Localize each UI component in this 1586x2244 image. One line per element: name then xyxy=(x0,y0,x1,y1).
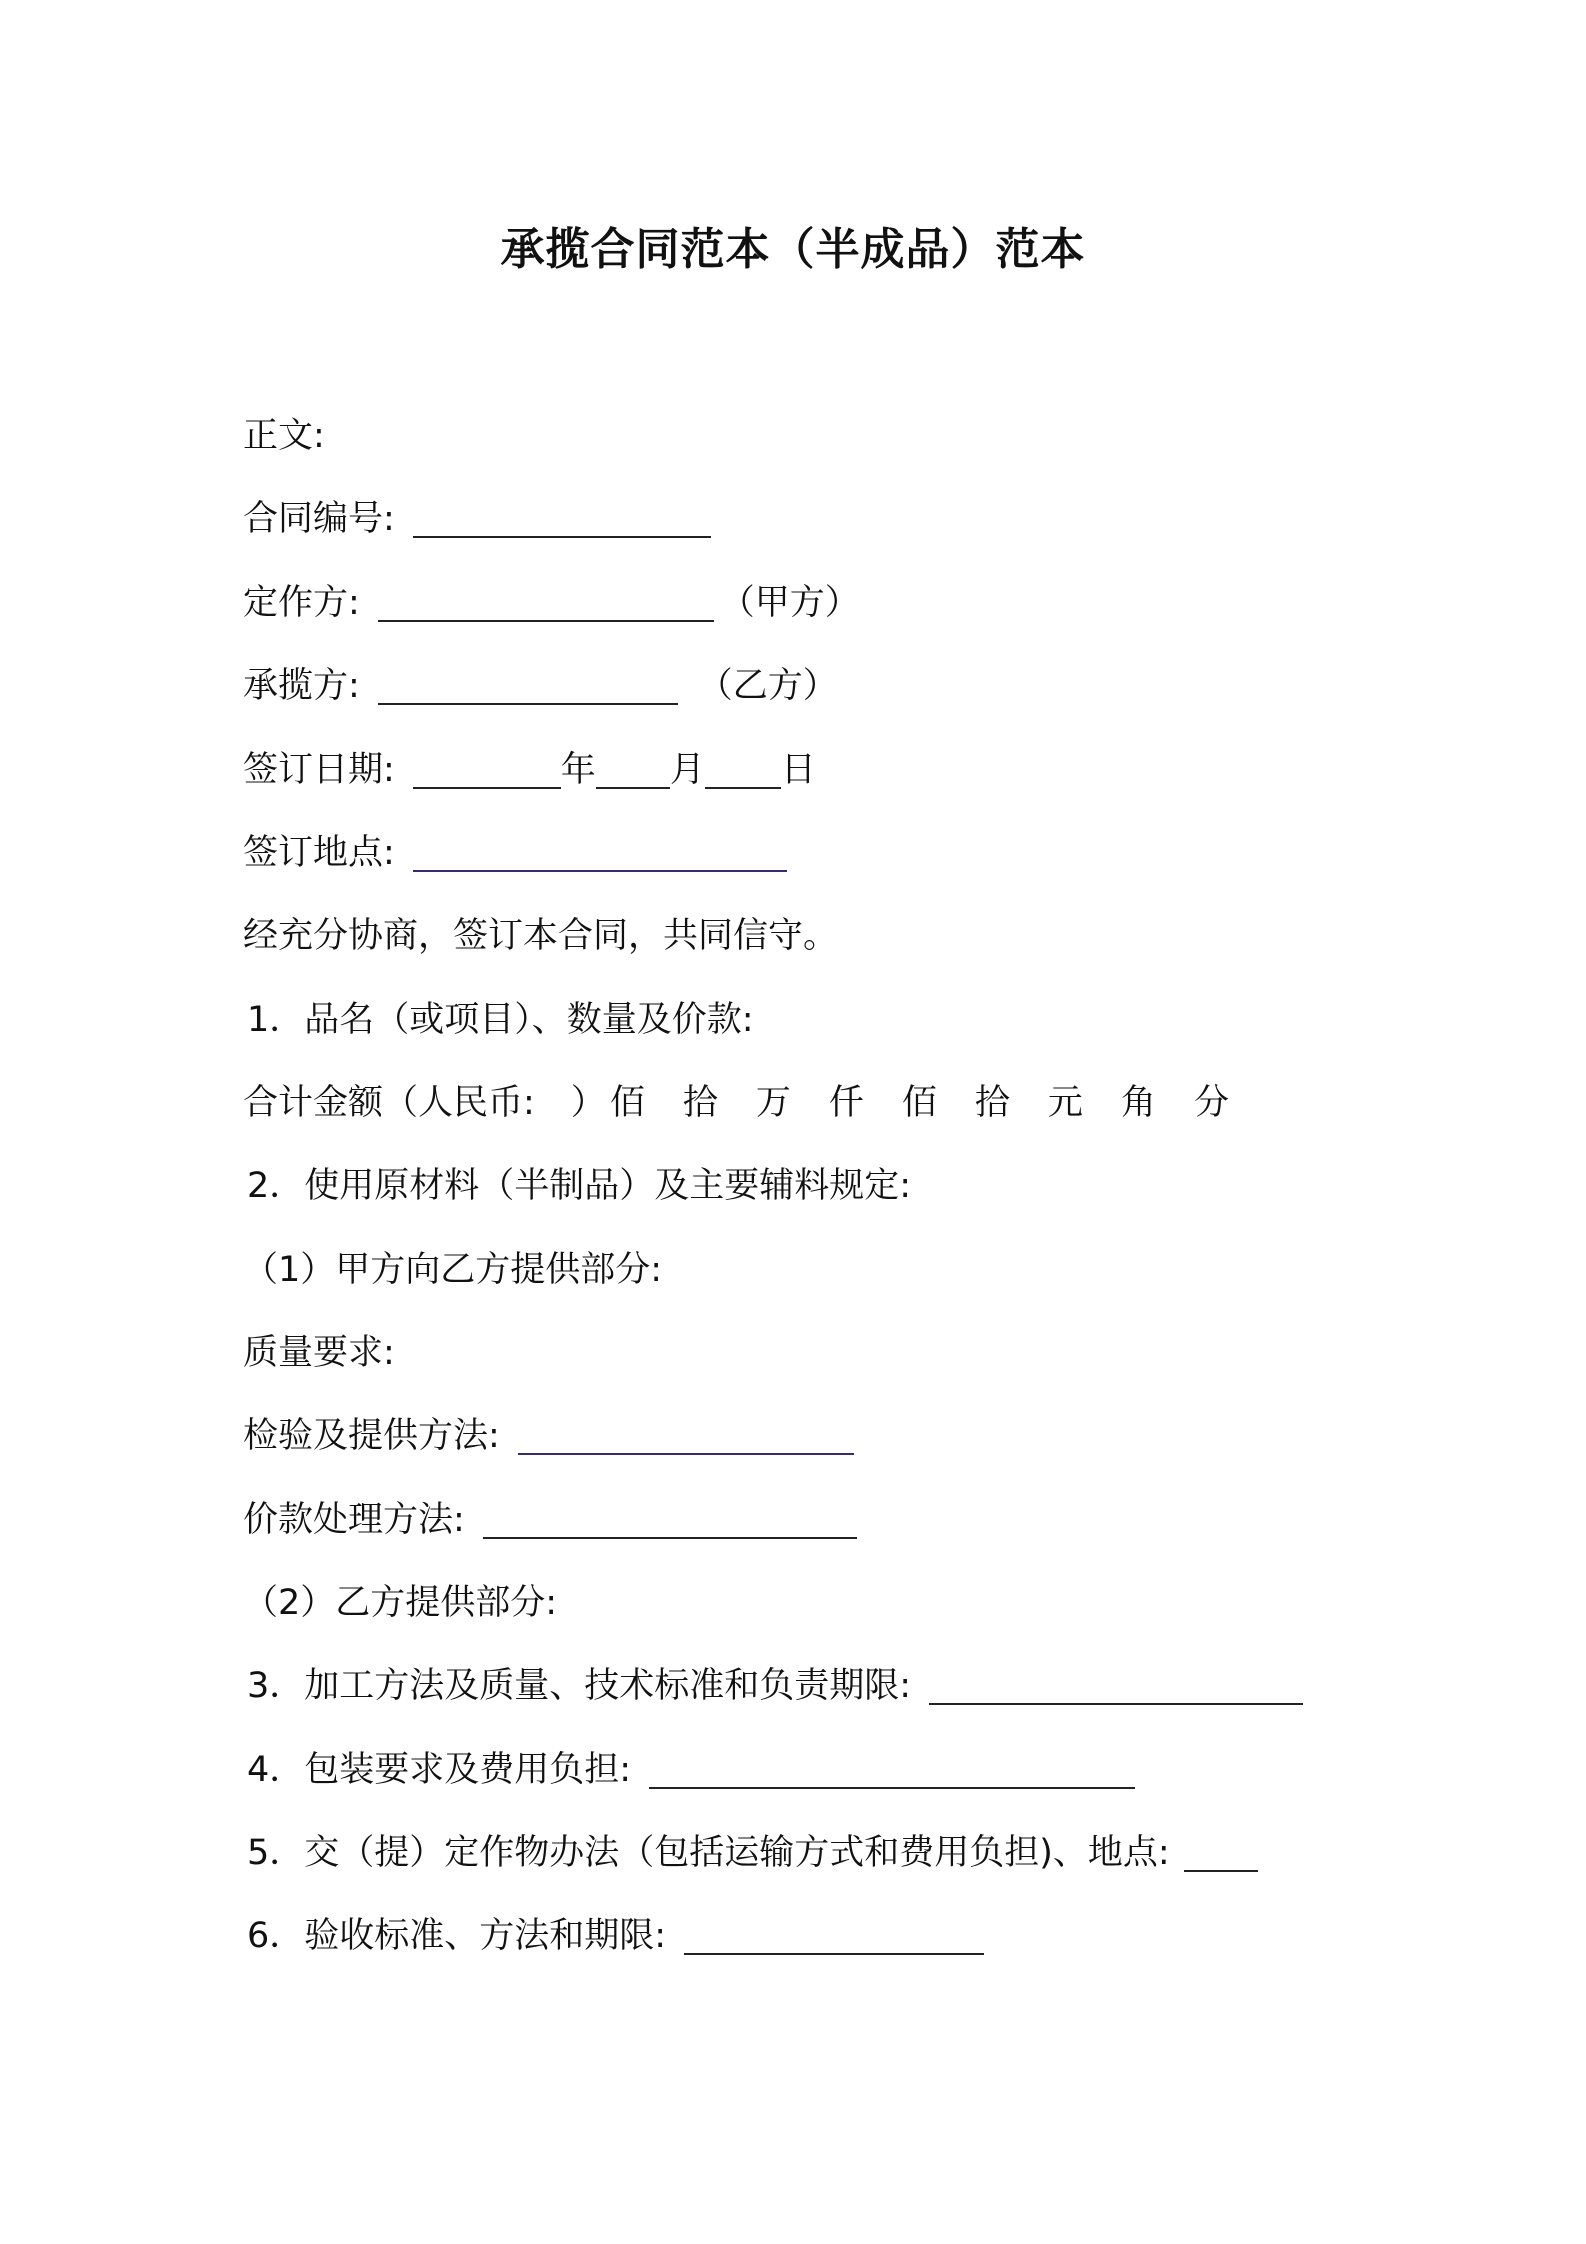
amount-unit-yuan: 元 xyxy=(1047,1083,1083,1123)
sign-year-unit: 年 xyxy=(560,750,596,790)
amount-unit-fen: 分 xyxy=(1193,1083,1229,1123)
item4-field[interactable] xyxy=(649,1751,1135,1789)
inspection-line xyxy=(243,1414,854,1458)
amount-unit-ten-wan: 拾 xyxy=(682,1083,718,1123)
sign-date-label: 签订日期: xyxy=(243,750,395,790)
amount-line xyxy=(243,1081,1229,1125)
intro-line xyxy=(243,914,838,958)
item4-text: 4．包装要求及费用负担: xyxy=(247,1750,632,1790)
amount-unit-thousand: 仟 xyxy=(828,1083,864,1123)
contract-number-label: 合同编号: xyxy=(243,499,395,539)
item2-line xyxy=(243,1164,911,1208)
item5-text: 5．交（提）定作物办法（包括运输方式和费用负担)、地点: xyxy=(247,1833,1170,1873)
item1-text: 1．品名（或项目）、数量及价款: xyxy=(247,1000,754,1040)
sign-year-field[interactable] xyxy=(413,751,561,789)
sign-date-line xyxy=(243,748,816,792)
item5-field[interactable] xyxy=(1184,1834,1258,1872)
contractor-role: （乙方） xyxy=(697,666,838,706)
amount-unit-ten: 拾 xyxy=(974,1083,1010,1123)
item2-text: 2．使用原材料（半制品）及主要辅料规定: xyxy=(247,1166,912,1206)
amount-close: ） xyxy=(570,1083,606,1123)
item4-line xyxy=(243,1748,1135,1792)
document-title: 承揽合同范本（半成品）范本 xyxy=(500,224,1086,275)
ordering-party-line xyxy=(243,581,860,625)
item3-field[interactable] xyxy=(929,1667,1303,1705)
sign-day-field[interactable] xyxy=(705,751,781,789)
ordering-party-role: （甲方） xyxy=(719,583,860,623)
quality-line xyxy=(243,1331,395,1375)
item3-text: 3．加工方法及质量、技术标准和负责期限: xyxy=(247,1666,912,1706)
body-label: 正文: xyxy=(243,416,325,456)
sign-place-field[interactable] xyxy=(413,834,787,872)
contract-number-field[interactable] xyxy=(413,500,711,538)
payment-line xyxy=(243,1498,857,1542)
amount-unit-jiao: 角 xyxy=(1120,1083,1156,1123)
sub1-text: （1）甲方向乙方提供部分: xyxy=(243,1250,663,1290)
sub2-line xyxy=(243,1581,557,1625)
quality-label: 质量要求: xyxy=(243,1333,395,1373)
contractor-field[interactable] xyxy=(378,667,678,705)
item6-line xyxy=(243,1914,984,1958)
ordering-party-label: 定作方: xyxy=(243,583,360,623)
amount-unit-hundred: 佰 xyxy=(901,1083,937,1123)
body-label-line xyxy=(243,414,325,458)
sign-place-line xyxy=(243,831,787,875)
item6-text: 6．验收标准、方法和期限: xyxy=(247,1916,667,1956)
intro-text: 经充分协商，签订本合同，共同信守。 xyxy=(243,916,839,956)
inspection-label: 检验及提供方法: xyxy=(243,1416,500,1456)
inspection-field[interactable] xyxy=(518,1417,854,1455)
sign-place-label: 签订地点: xyxy=(243,833,395,873)
amount-unit-wan: 万 xyxy=(755,1083,791,1123)
item6-field[interactable] xyxy=(684,1917,984,1955)
sub1-line xyxy=(243,1248,662,1292)
item1-line xyxy=(243,998,754,1042)
sub2-text: （2）乙方提供部分: xyxy=(243,1583,558,1623)
payment-label: 价款处理方法: xyxy=(243,1500,465,1540)
amount-unit-hundred-wan: 佰 xyxy=(609,1083,645,1123)
contractor-label: 承揽方: xyxy=(243,666,360,706)
item3-line xyxy=(243,1664,1303,1708)
contractor-line xyxy=(243,664,838,708)
amount-label: 合计金额（人民币: xyxy=(243,1083,535,1123)
contract-number-line xyxy=(243,497,711,541)
sign-day-unit: 日 xyxy=(780,750,816,790)
ordering-party-field[interactable] xyxy=(378,584,714,622)
item5-line xyxy=(243,1831,1258,1875)
sign-month-unit: 月 xyxy=(669,750,705,790)
payment-field[interactable] xyxy=(483,1501,857,1539)
sign-month-field[interactable] xyxy=(596,751,670,789)
